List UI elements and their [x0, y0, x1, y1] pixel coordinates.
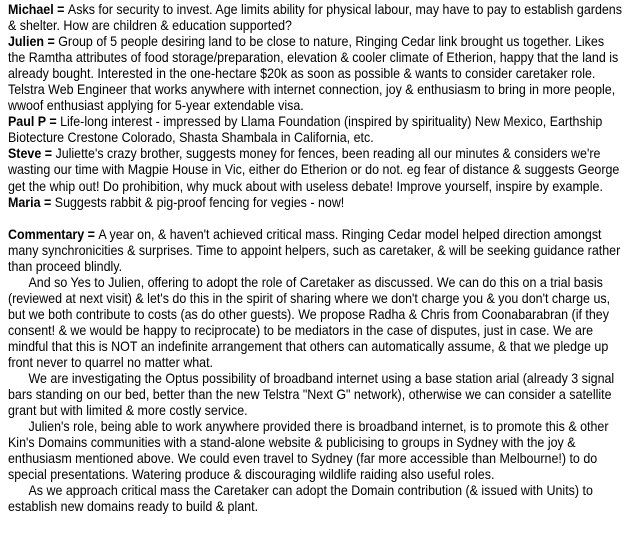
commentary-paragraph: And so Yes to Julien, offering to adopt the role of Caretaker as discussed. We can do this on a trial basis (reviewed at next visit) & let's do this in the spirit of sharing where we don't charge you & you don't charge us, but we both contribute to costs (as do other guests). We propose Radha & Chris from Coonabarabran (if they consent! & we would be happy to reciprocate) to be mediators in the case of disputes, just in case. We are mindful that this is NOT an indefinite arrangement that others can automatically assume, & that we pledge up front never to quarrel no matter what.	[8, 273, 611, 370]
commentary-paragraph: We are investigating the Optus possibility of broadband internet using a base station arial (already 3 signal bars standing on our bed, better than the new Telstra "Next G" network), otherwise we can consider a satellite grant but with limited & more costly service.	[8, 370, 615, 419]
entry-text: Asks for security to invest. Age limits ability for physical labour, may have to pay to establish gardens & shelter. How are children & education supported?	[8, 1, 622, 34]
document-body	[8, 1, 622, 514]
separator: =	[44, 33, 59, 50]
commentary-intro	[8, 226, 622, 274]
commentary-label: Commentary	[8, 225, 85, 242]
separator: =	[45, 113, 61, 130]
entry-text: Life-long interest - impressed by Llama Foundation (inspired by spirituality) New Mexico, Earthship Biotecture Crestone Colorado, Shasta Shambala in California, etc.	[8, 113, 603, 146]
entry-text: Group of 5 people desiring land to be close to nature, Ringing Cedar link brought us together. Likes the Ramtha attributes of food storage/preparation, elevation & cooler climate of Etherion, happy that the land is already bought. Interested in the one-hectare $20k as soon as possible & wants to consider caretaker role. Telstra Web Engineer that works anywhere with internet connection, joy & enthusiasm to bring in more people, wwoof enthusiast applying for 5-year extendable visa.	[8, 33, 619, 114]
speaker-name: Maria	[8, 193, 41, 210]
entry-julien	[8, 33, 622, 113]
commentary-paragraph: Julien's role, being able to work anywhere provided there is broadband internet, is to promote this & other Kin's Domains communities with a stand-alone website & publicising to groups in Sydney with the joy & enthusiasm mentioned above. We could even travel to Sydney (far more accessible than Melbourne!) to do special presentations. Watering produce & discouraging wildlife raiding also useful roles.	[8, 418, 609, 483]
speaker-name: Steve	[8, 145, 42, 162]
commentary-paragraph: As we approach critical mass the Caretaker can adopt the Domain contribution (& issued with Units) to establish new domains ready to build & plant.	[8, 482, 593, 515]
spacer	[8, 210, 622, 226]
entry-text: Suggests rabbit & pig-proof fencing for vegies - now!	[54, 193, 345, 210]
entry-steve	[8, 145, 622, 193]
entry-text: Juliette's crazy brother, suggests money for fences, been reading all our minutes & considers we're wasting our time with Magpie House in Vic, either do Etherion or do not. eg fear of distance & suggests George get the whip out! Do prohibition, why muck about with useless debate! Improve yourself, inspire by example.	[8, 145, 620, 194]
speaker-name: Paul P	[8, 113, 46, 130]
entry-maria	[8, 194, 622, 210]
speaker-name: Michael	[8, 1, 54, 17]
separator: =	[84, 225, 99, 242]
speaker-name: Julien	[8, 33, 45, 50]
entry-paul-p	[8, 113, 622, 145]
commentary-text: A year on, & haven't achieved critical mass. Ringing Cedar model helped direction amongst many synchronicities & surprises. Time to appoint helpers, such as caretaker, & will be seeking guidance rather than proceed blindly.	[8, 225, 621, 274]
separator: =	[53, 1, 68, 17]
separator: =	[41, 145, 56, 162]
entry-michael	[8, 1, 622, 33]
separator: =	[40, 193, 55, 210]
